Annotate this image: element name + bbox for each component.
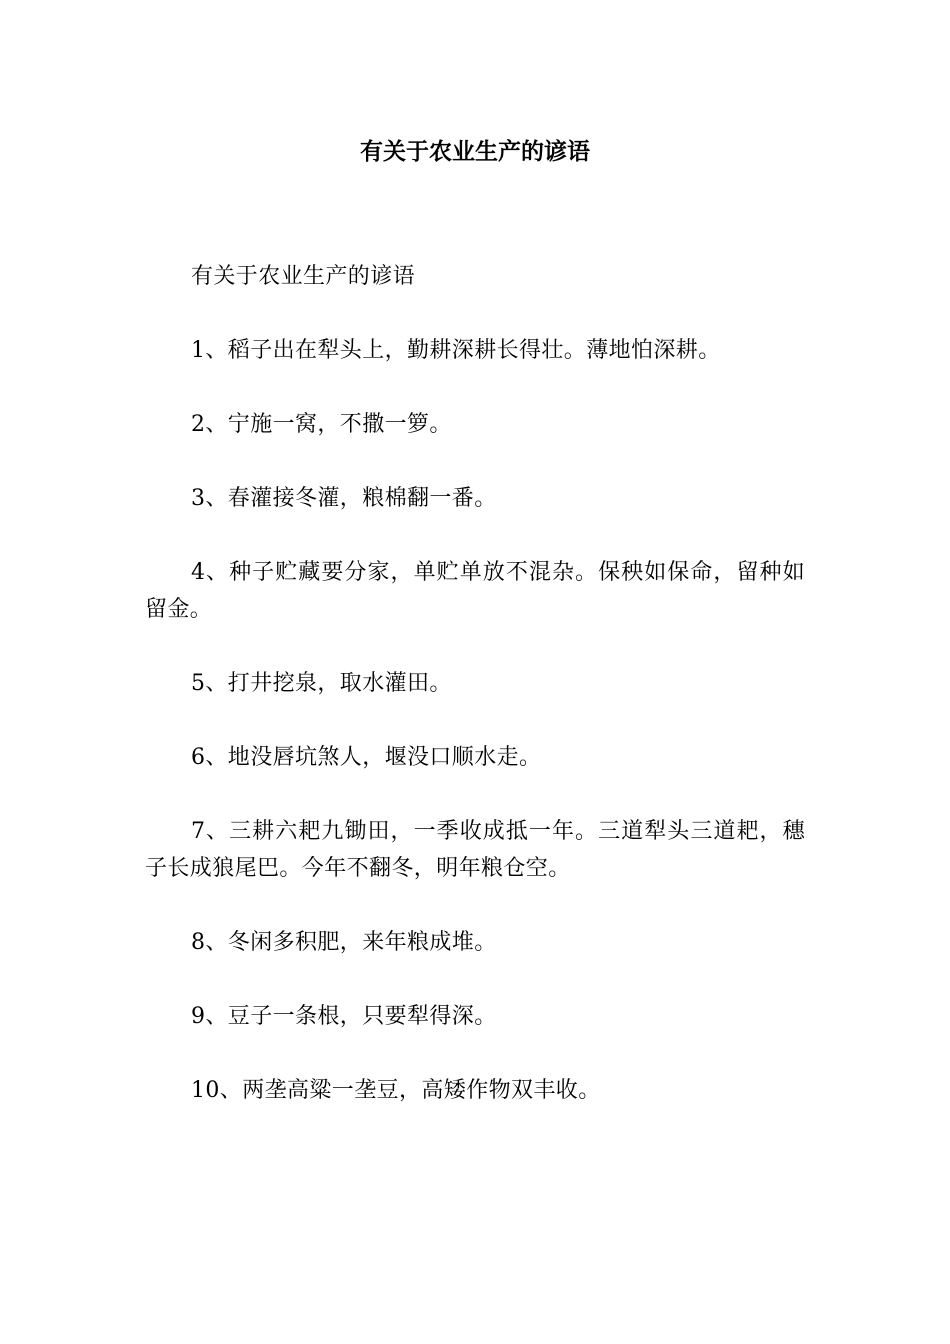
proverb-10: 10、两垄高粱一垄豆，高矮作物双丰收。 (191, 1078, 601, 1103)
proverb-7: 7、三耕六耙九锄田，一季收成抵一年。三道犁头三道耙，穗子长成狼尾巴。今年不翻冬，明年粮仓空。 (145, 819, 805, 881)
proverb-8: 8、冬闲多积肥，来年粮成堆。 (191, 930, 497, 955)
paragraph-heading: 有关于农业生产的谚语 (191, 264, 416, 289)
proverb-5: 5、打井挖泉，取水灌田。 (191, 671, 452, 696)
proverb-1: 1、稻子出在犁头上，勤耕深耕长得壮。薄地怕深耕。 (191, 338, 721, 363)
document-body (145, 258, 805, 1109)
proverb-9: 9、豆子一条根，只要犁得深。 (191, 1004, 497, 1029)
proverb-3: 3、春灌接冬灌，粮棉翻一番。 (191, 486, 497, 511)
document-title: 有关于农业生产的谚语 (360, 138, 590, 165)
proverb-4: 4、种子贮藏要分家，单贮单放不混杂。保秧如保命，留种如留金。 (145, 560, 805, 622)
proverb-6: 6、地没唇坑煞人，堰没口顺水走。 (191, 745, 542, 770)
proverb-2: 2、宁施一窝，不撒一箩。 (191, 412, 452, 437)
